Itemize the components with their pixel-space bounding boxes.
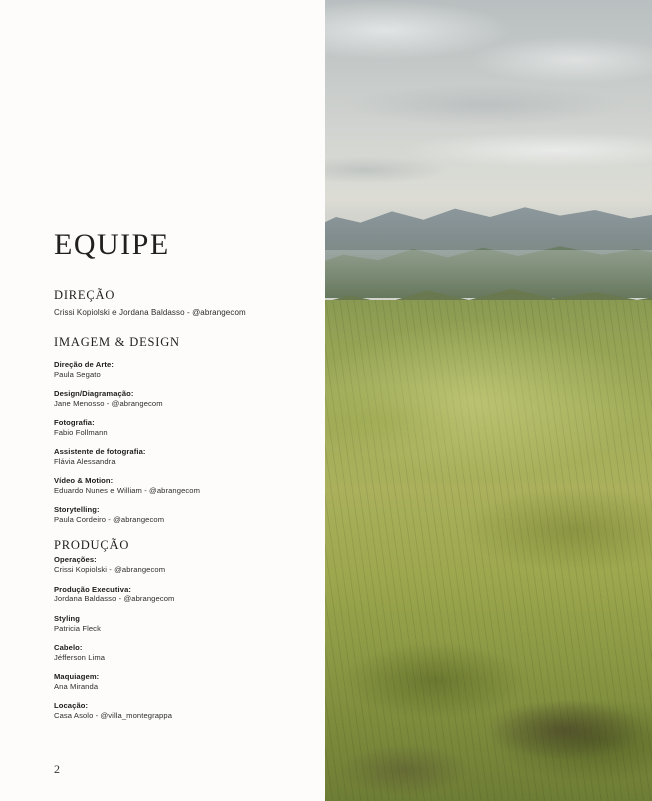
credit-entry — [54, 418, 304, 438]
credit-role: Storytelling: — [54, 505, 100, 515]
credit-role: Styling — [54, 613, 81, 623]
credit-entry — [54, 476, 304, 496]
section-producao — [54, 538, 304, 721]
credit-entry — [54, 585, 304, 605]
credit-name: Jane Menosso - @abrangecom — [54, 398, 163, 408]
credit-role: Fotografia: — [54, 418, 95, 428]
credit-entry — [54, 505, 304, 525]
sky-clouds — [325, 0, 652, 218]
grass-dark-patch — [335, 740, 495, 801]
section-heading: PRODUÇÃO — [54, 538, 130, 553]
landscape-photo — [325, 0, 652, 801]
grass-dark-patch — [475, 690, 652, 770]
credit-entry — [54, 555, 304, 575]
credit-role: Direção de Arte: — [54, 359, 114, 369]
section-heading: DIREÇÃO — [54, 288, 116, 302]
credit-name: Ana Miranda — [54, 681, 99, 691]
credit-role: Vídeo & Motion: — [54, 476, 114, 486]
section-direcao — [54, 288, 304, 319]
credit-role: Assistente de fotografia: — [54, 447, 146, 457]
credit-name: Eduardo Nunes e William - @abrangecom — [54, 486, 201, 496]
credit-entry — [54, 360, 304, 380]
credit-name: Paula Segato — [54, 369, 101, 379]
page-title: EQUIPE — [54, 228, 170, 261]
credit-name: Casa Asolo - @villa_montegrappa — [54, 710, 173, 720]
section-heading: IMAGEM & DESIGN — [54, 334, 180, 349]
credits-content — [54, 228, 304, 730]
credit-name: Crissi Kopiolski - @abrangecom — [54, 565, 166, 575]
credit-name: Jordana Baldasso - @abrangecom — [54, 594, 175, 604]
credit-entry — [54, 614, 304, 634]
grass-highlight — [325, 320, 652, 540]
photo-page — [325, 0, 652, 801]
credit-role: Cabelo: — [54, 642, 83, 652]
credit-role: Design/Diagramação: — [54, 388, 134, 398]
credit-name: Flávia Alessandra — [54, 456, 116, 466]
credit-role: Produção Executiva: — [54, 584, 132, 594]
credit-entry — [54, 389, 304, 409]
credit-entry — [54, 447, 304, 467]
credit-entry — [54, 672, 304, 692]
credit-entry — [54, 701, 304, 721]
text-page — [0, 0, 325, 801]
credit-role: Locação: — [54, 701, 89, 710]
credit-name: Paula Cordeiro - @abrangecom — [54, 515, 165, 525]
page-number: 2 — [54, 762, 60, 776]
section-imagem-design — [54, 335, 304, 526]
credit-role: Maquiagem: — [54, 671, 100, 681]
credit-name: Fabio Follmann — [54, 427, 108, 437]
credit-name: Jéfferson Lima — [54, 652, 106, 662]
credit-line: Crissi Kopiolski e Jordana Baldasso - @abrangecom — [54, 308, 246, 317]
credit-name: Patricia Fleck — [54, 623, 101, 633]
credit-entry — [54, 643, 304, 663]
credit-role: Operações: — [54, 555, 97, 565]
